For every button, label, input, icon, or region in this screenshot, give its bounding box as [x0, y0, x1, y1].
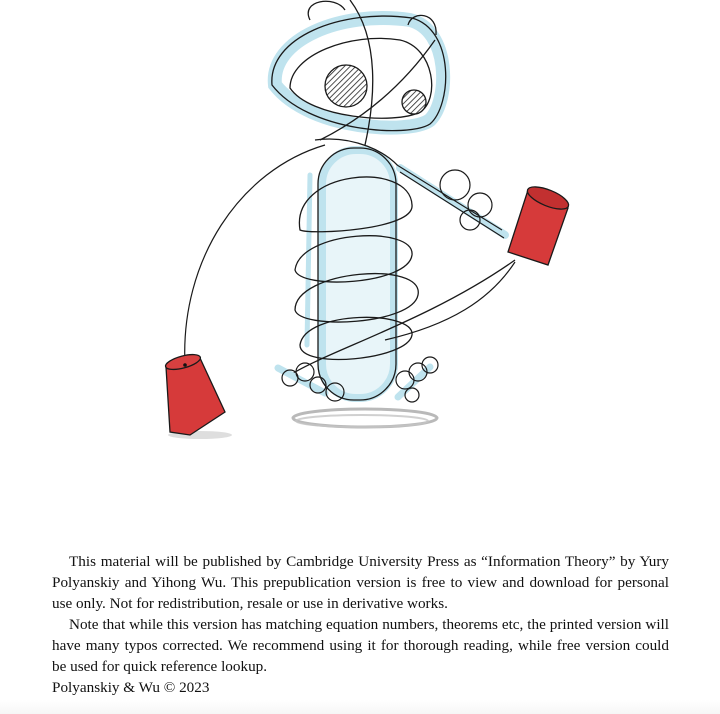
page-bottom-edge	[0, 700, 720, 714]
notice-paragraph-publication: This material will be published by Cambridge University Press as “Information Theory” by Yury Polyanskiy and Yihong Wu. This prepublication version is free to view and download for personal use only. Not for redistribution, resale or use in derivative works.	[52, 553, 669, 612]
copyright-line: Polyanskiy & Wu © 2023	[52, 679, 210, 696]
publication-notice	[52, 551, 669, 698]
arm-with-cup	[397, 165, 571, 265]
head	[272, 0, 446, 145]
body	[290, 139, 515, 400]
notice-paragraph-typos: Note that while this version has matching equation numbers, theorems etc, the printed version will have many typos corrected. We recommend using it for thorough reading, while free version could be used for quick reference lookup.	[52, 616, 669, 675]
cover-illustration	[150, 0, 600, 450]
